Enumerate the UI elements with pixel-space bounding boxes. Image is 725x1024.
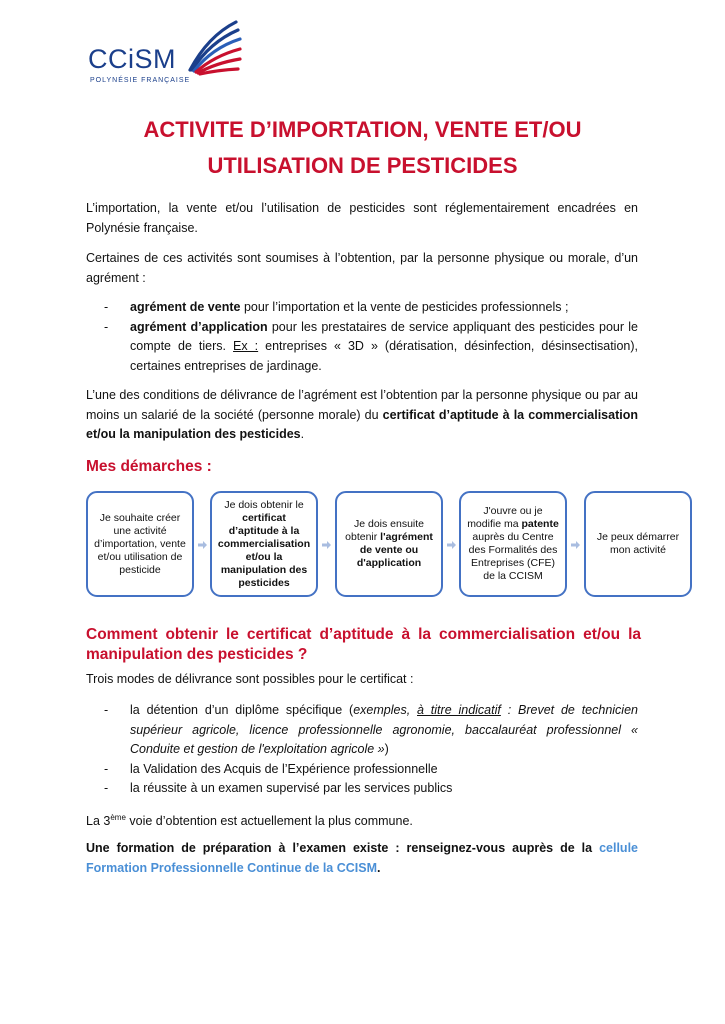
step-box-5 [584,491,692,597]
certificat-intro: Trois modes de délivrance sont possibles pour le certificat : [86,672,414,686]
intro-paragraph-1: L’importation, la vente et/ou l’utilisation de pesticides sont réglementairement encadrées en Polynésie française. [86,201,638,235]
list-item-text: pour les prestataires de service appliquant des pesticides pour le compte de tiers. [130,319,638,353]
step-text: Je dois obtenir le certificat d’aptitude à la commercialisation et/ou la manipulation des pesticides [217,498,311,589]
step-text: Je peux démarrer mon activité [596,531,680,556]
list-item-text: entreprises « 3D » (dératisation, désinfection, désinsectisation), certaines entreprises de jardinage. [130,339,638,373]
list-item-italic: à titre indicatif [417,703,501,717]
agrement-vente-label: agrément de vente [130,300,241,314]
list-item: - la détention d’un diplôme spécifique (exemples, à titre indicatif : Brevet de technicien supérieur agricole, licence professionnelle agronomie, baccalauréat professionnel « Conduite et gestion de l'exploitation agricole ») [104,703,638,756]
superscript: ème [110,813,126,822]
demarches-heading: Mes démarches : [86,458,212,475]
paragraph-text: L’une des conditions de délivrance de l’agrément est l’obtention par la personne physique ou par au moins un salarié de la société (personne morale) du [86,388,638,422]
list-item-italic: : Brevet de technicien supérieur agricole, licence professionnelle agronomie, baccalauréat professionnel « Conduite et gestion de l'exploitation agricole » [130,703,638,756]
step-text: Je souhaite créer une activité d’importation, vente et/ou utilisation de pesticide [94,511,186,576]
intro-paragraph-3 [86,386,638,445]
list-item-text: la réussite à un examen supervisé par les services publics [130,781,453,795]
list-item-text: la détention d’un diplôme spécifique ( [130,703,354,717]
list-item: - agrément d’application pour les prestataires de service appliquant des pesticides pour le compte de tiers. Ex : entreprises « 3D » (dératisation, désinfection, désinsectisation), certaines entreprises de jardinage. [104,319,638,373]
certificat-heading: Comment obtenir le certificat d’aptitude à la commercialisation et/ou la manipulation des pesticides ? [86,626,641,663]
step-box-1 [86,491,194,597]
paragraph-text: voie d’obtention est actuellement la plus commune. [125,814,413,829]
list-item: - la réussite à un examen supervisé par les services publics [104,781,453,795]
step-box-4 [459,491,567,597]
formation-paragraph [86,839,638,878]
agrement-application-label: agrément d’application [130,319,268,334]
step-box-2 [210,491,318,597]
list-item: - agrément de vente pour l’importation et la vente de pesticides professionnels ; [104,300,569,314]
example-label: Ex : [233,339,259,353]
page-title-line2: UTILISATION DE PESTICIDES [207,153,518,178]
logo-name: CCiSM [88,44,176,74]
formation-link[interactable]: cellule Formation Professionnelle Continue de la CCISM [86,841,638,875]
list-item-text: la Validation des Acquis de l’Expérience professionnelle [130,761,438,776]
voie-paragraph [86,808,638,832]
page-title-line1: ACTIVITE D’IMPORTATION, VENTE ET/OU [143,117,582,142]
agrement-list [86,298,638,376]
arrow-right-icon [322,541,331,549]
paragraph-text: . [300,427,305,441]
arrow-right-icon [571,541,580,549]
list-item-italic: exemples, [353,703,418,717]
arrow-right-icon [447,541,456,549]
step-text: J'ouvre ou je modifie ma patente auprès du Centre des Formalités des Entreprises (CFE) de la CCISM [467,505,559,582]
paragraph-text: Une formation de préparation à l’examen existe : renseignez-vous auprès de la [86,841,600,855]
step-text: Je dois ensuite obtenir l'agrément de vente ou d'application [345,518,433,569]
list-item-text: pour l’importation et la vente de pesticides professionnels ; [240,300,569,314]
arrow-right-icon [198,541,207,549]
step-box-3 [335,491,443,597]
logo-fan-icon [182,16,244,80]
certificat-modes-list [86,701,638,799]
list-item-text: ) [384,742,389,756]
ccism-logo [82,14,252,86]
logo-subtitle: POLYNÉSIE FRANÇAISE [90,77,191,84]
paragraph-text: La 3 [86,814,111,829]
intro-paragraph-2: Certaines de ces activités sont soumises à l’obtention, par la personne physique ou morale, d’un agrément : [86,251,638,285]
paragraph-text: . [377,860,381,875]
list-item: - la Validation des Acquis de l’Expérience professionnelle [104,761,438,776]
certificat-emphasis: certificat d’aptitude à la commercialisation et/ou la manipulation des pesticides [86,407,638,441]
